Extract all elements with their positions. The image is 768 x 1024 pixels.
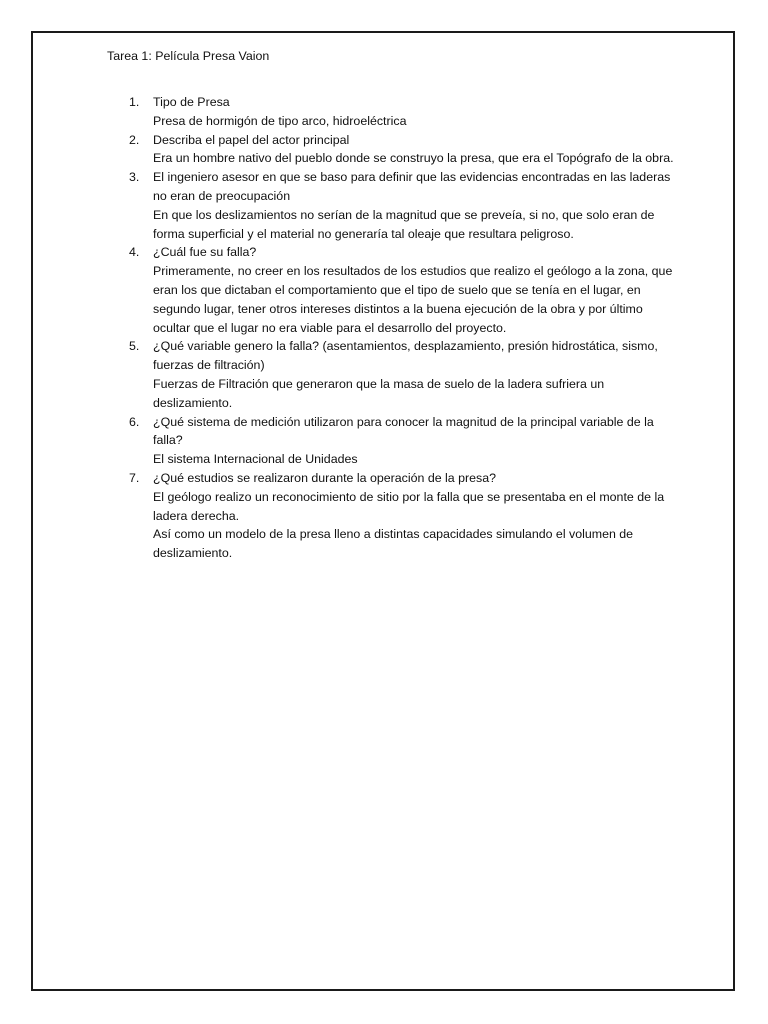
question-item-1 bbox=[119, 93, 679, 131]
item-number: 2. bbox=[129, 132, 140, 147]
answer-text: El sistema Internacional de Unidades bbox=[153, 452, 358, 467]
document-page bbox=[31, 31, 735, 991]
answer-text: Presa de hormigón de tipo arco, hidroeléctrica bbox=[153, 113, 407, 128]
document-title: Tarea 1: Película Presa Vaion bbox=[107, 49, 270, 63]
question-item-3 bbox=[119, 168, 679, 243]
question-item-2 bbox=[119, 131, 679, 169]
answer-text: En que los deslizamientos no serían de la magnitud que se preveía, si no, que solo eran de forma superficial y el material no generaría tal oleaje que resultara peligroso. bbox=[153, 207, 655, 241]
question-list bbox=[119, 93, 679, 563]
question-text: ¿Cuál fue su falla? bbox=[153, 245, 257, 260]
question-item-6 bbox=[119, 413, 679, 469]
answer-text: Primeramente, no creer en los resultados de los estudios que realizo el geólogo a la zona, que eran los que dictaban el comportamiento que el tipo de suelo que se tenía en el lugar, en segundo lugar, tener otros intereses distintos a la buena ejecución de la obra y por último ocultar que el lugar no era viable para el desarrollo del proyecto. bbox=[153, 264, 673, 335]
question-item-4 bbox=[119, 243, 679, 337]
question-item-7 bbox=[119, 469, 679, 563]
item-number: 7. bbox=[129, 470, 140, 485]
answer-text: El geólogo realizo un reconocimiento de sitio por la falla que se presentaba en el monte de la ladera derecha. bbox=[153, 489, 665, 523]
answer-text: Así como un modelo de la presa lleno a distintas capacidades simulando el volumen de deslizamiento. bbox=[153, 527, 634, 561]
item-number: 4. bbox=[129, 245, 140, 260]
item-number: 5. bbox=[129, 339, 140, 354]
question-text: ¿Qué sistema de medición utilizaron para conocer la magnitud de la principal variable de la falla? bbox=[153, 414, 654, 448]
question-text: Describa el papel del actor principal bbox=[153, 132, 350, 147]
question-text: El ingeniero asesor en que se baso para definir que las evidencias encontradas en las laderas no eran de preocupación bbox=[153, 170, 671, 203]
answer-text: Era un hombre nativo del pueblo donde se construyo la presa, que era el Topógrafo de la obra. bbox=[153, 151, 674, 166]
question-item-5 bbox=[119, 337, 679, 412]
item-number: 6. bbox=[129, 414, 140, 429]
question-text: ¿Qué estudios se realizaron durante la operación de la presa? bbox=[153, 470, 497, 485]
item-number: 3. bbox=[129, 170, 140, 185]
question-text: Tipo de Presa bbox=[153, 95, 230, 109]
question-text: ¿Qué variable genero la falla? (asentamientos, desplazamiento, presión hidrostática, sismo, fuerzas de filtración) bbox=[153, 339, 658, 373]
answer-text: Fuerzas de Filtración que generaron que la masa de suelo de la ladera sufriera un deslizamiento. bbox=[153, 376, 605, 410]
item-number: 1. bbox=[129, 95, 140, 109]
